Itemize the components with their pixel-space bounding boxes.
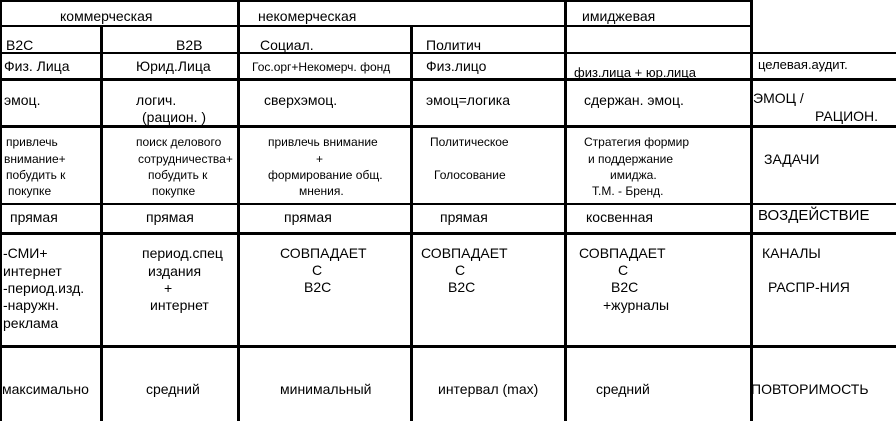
tasks-political-2: Голосование <box>434 168 506 182</box>
row-label-repeat: ПОВТОРИМОСТЬ <box>751 381 869 397</box>
tasks-image-4: Т.М. - Бренд. <box>592 184 664 198</box>
grid-line <box>0 345 896 348</box>
tasks-social-1: привлечь внимание <box>268 135 378 149</box>
tasks-image-3: имиджа. <box>610 168 657 182</box>
row-label-appeal-1: ЭМОЦ / <box>753 90 804 106</box>
channels-image-3: B2C <box>611 279 639 295</box>
tasks-b2b-1: поиск делового <box>136 135 222 149</box>
channels-political-2: С <box>455 262 466 278</box>
appeal-image: сдержан. эмоц. <box>584 92 684 108</box>
channels-political-3: B2C <box>448 279 476 295</box>
audience-b2c: Физ. Лица <box>4 58 70 74</box>
col-title-social: Социал. <box>260 37 314 53</box>
audience-political: Физ.лицо <box>426 58 487 74</box>
tasks-social-2: + <box>316 152 324 166</box>
channels-b2c-2: интернет <box>3 263 62 279</box>
channels-b2c-1: -СМИ+ <box>3 245 48 261</box>
grid-line <box>564 0 567 421</box>
impact-social: прямая <box>284 209 332 225</box>
channels-b2b-3: + <box>164 280 173 296</box>
row-label-appeal-2: РАЦИОН. <box>815 108 879 124</box>
channels-social-2: С <box>312 262 323 278</box>
tasks-political-1: Политическое <box>430 135 509 149</box>
channels-social-3: B2C <box>304 279 332 295</box>
row-label-impact: ВОЗДЕЙСТВИЕ <box>758 207 870 224</box>
channels-b2b-2: издания <box>148 263 202 279</box>
tasks-b2b-2: сотрудничества+ <box>138 152 233 166</box>
grid-line <box>0 0 752 2</box>
tasks-b2c-1: привлечь <box>6 135 58 149</box>
grid-line <box>410 25 413 421</box>
row-label-audience: целевая.аудит. <box>758 57 848 72</box>
tasks-social-4: мнения. <box>299 184 344 198</box>
grid-line <box>0 78 896 81</box>
channels-image-1: СОВПАДАЕТ <box>579 245 666 261</box>
col-title-political: Политич <box>426 37 482 53</box>
channels-b2c-5: реклама <box>3 315 59 331</box>
grid-line <box>0 25 752 27</box>
grid-line <box>0 0 2 421</box>
grid-line <box>0 232 896 235</box>
channels-image-2: С <box>618 262 629 278</box>
audience-b2b: Юрид.Лица <box>136 58 211 74</box>
repeat-b2c: максимально <box>2 381 89 397</box>
repeat-image: средний <box>596 381 650 397</box>
tasks-image-2: и поддержание <box>588 152 674 166</box>
channels-b2c-4: -наружн. <box>3 297 59 313</box>
grid-line <box>750 0 753 421</box>
channels-b2c-3: -период.изд. <box>3 280 85 296</box>
appeal-b2b-line2: (рацион. ) <box>142 109 207 125</box>
impact-political: прямая <box>440 209 488 225</box>
appeal-b2c: эмоц. <box>4 92 41 108</box>
channels-image-4: +журналы <box>603 297 670 313</box>
repeat-political: интервал (max) <box>438 381 539 397</box>
impact-b2b: прямая <box>146 209 194 225</box>
header-image: имиджевая <box>582 8 656 24</box>
col-title-b2c: B2C <box>6 37 34 53</box>
header-noncommercial: некомерческая <box>258 8 357 24</box>
tasks-social-3: формирование общ. <box>268 168 383 182</box>
row-label-channels-2: РАСПР-НИЯ <box>768 279 850 295</box>
grid-line <box>100 25 103 421</box>
appeal-b2b-line1: логич. <box>136 92 177 108</box>
repeat-b2b: средний <box>146 381 200 397</box>
channels-b2b-1: период.спец <box>142 245 223 261</box>
header-commercial: коммерческая <box>60 8 153 24</box>
row-label-channels-1: КАНАЛЫ <box>762 245 821 261</box>
channels-political-1: СОВПАДАЕТ <box>421 245 508 261</box>
audience-image: физ.лица + юр.лица <box>574 65 696 80</box>
impact-image: косвенная <box>586 209 653 225</box>
appeal-social: сверхэмоц. <box>264 92 338 108</box>
col-title-b2b: B2B <box>176 37 203 53</box>
appeal-political: эмоц=логика <box>426 92 511 108</box>
repeat-social: минимальный <box>280 381 372 397</box>
row-label-tasks: ЗАДАЧИ <box>764 151 820 167</box>
channels-social-1: СОВПАДАЕТ <box>280 245 367 261</box>
grid-line <box>0 203 896 205</box>
tasks-b2c-3: побудить к <box>6 168 66 182</box>
tasks-b2c-2: внимание+ <box>4 152 66 166</box>
tasks-b2c-4: покупке <box>8 184 52 198</box>
tasks-b2b-3: побудить к <box>148 168 208 182</box>
tasks-b2b-4: покупке <box>152 184 196 198</box>
grid-line <box>0 125 896 128</box>
grid-line <box>237 0 240 421</box>
tasks-image-1: Стратегия формир <box>584 135 690 149</box>
audience-social: Гос.орг+Некомерч. фонд <box>252 60 391 74</box>
channels-b2b-4: интернет <box>150 297 209 313</box>
impact-b2c: прямая <box>10 209 58 225</box>
